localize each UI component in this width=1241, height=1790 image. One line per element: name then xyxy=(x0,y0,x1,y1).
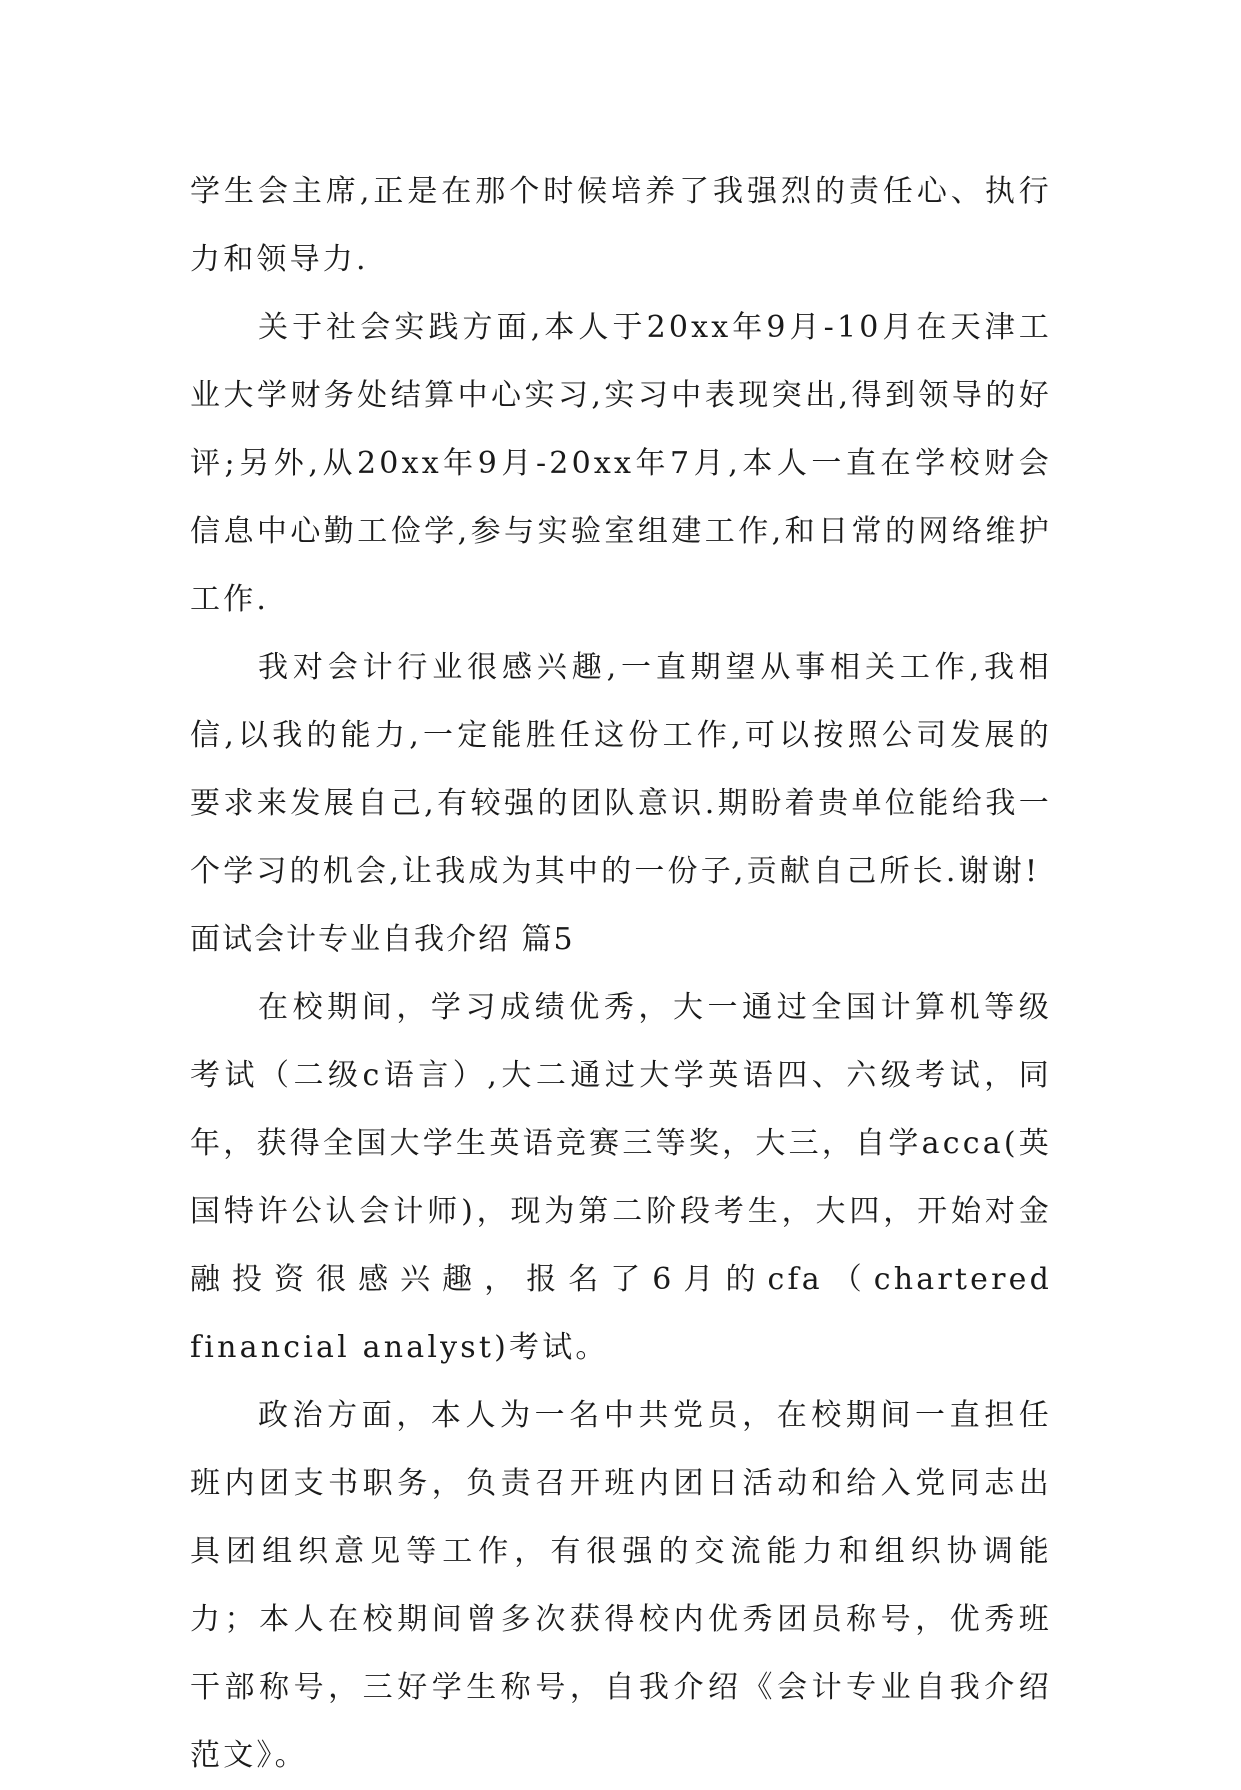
paragraph-political-record: 政治方面，本人为一名中共党员，在校期间一直担任班内团支书职务，负责召开班内团日活动和给入党同志出具团组织意见等工作，有很强的交流能力和组织协调能力；本人在校期间曾多次获得校内优秀团员称号，优秀班干部称号，三好学生称号，自我介绍《会计专业自我介绍范文》。 xyxy=(190,1398,1052,1773)
document-body xyxy=(190,158,1052,1790)
paragraph-social-practice: 关于社会实践方面,本人于20xx年9月-10月在天津工业大学财务处结算中心实习,实习中表现突出,得到领导的好评;另外,从20xx年9月-20xx年7月,本人一直在学校财会信息中心勤工俭学,参与实验室组建工作,和日常的网络维护工作. xyxy=(190,310,1052,617)
paragraph-student-union: 学生会主席,正是在那个时候培养了我强烈的责任心、执行力和领导力. xyxy=(190,174,1052,277)
paragraph-career-interest: 我对会计行业很感兴趣,一直期望从事相关工作,我相信,以我的能力,一定能胜任这份工作,可以按照公司发展的要求来发展自己,有较强的团队意识.期盼着贵单位能给我一个学习的机会,让我成为其中的一份子,贡献自己所长.谢谢! xyxy=(190,650,1052,889)
section-heading: 面试会计专业自我介绍 篇5 xyxy=(190,922,575,957)
paragraph-academic-record: 在校期间，学习成绩优秀，大一通过全国计算机等级考试（二级c语言）,大二通过大学英语四、六级考试，同年，获得全国大学生英语竞赛三等奖，大三，自学acca(英国特许公认会计师)，现为第二阶段考生，大四，开始对金融投资很感兴趣，报名了6月的cfa（chartered financial analyst)考试。 xyxy=(190,990,1052,1365)
